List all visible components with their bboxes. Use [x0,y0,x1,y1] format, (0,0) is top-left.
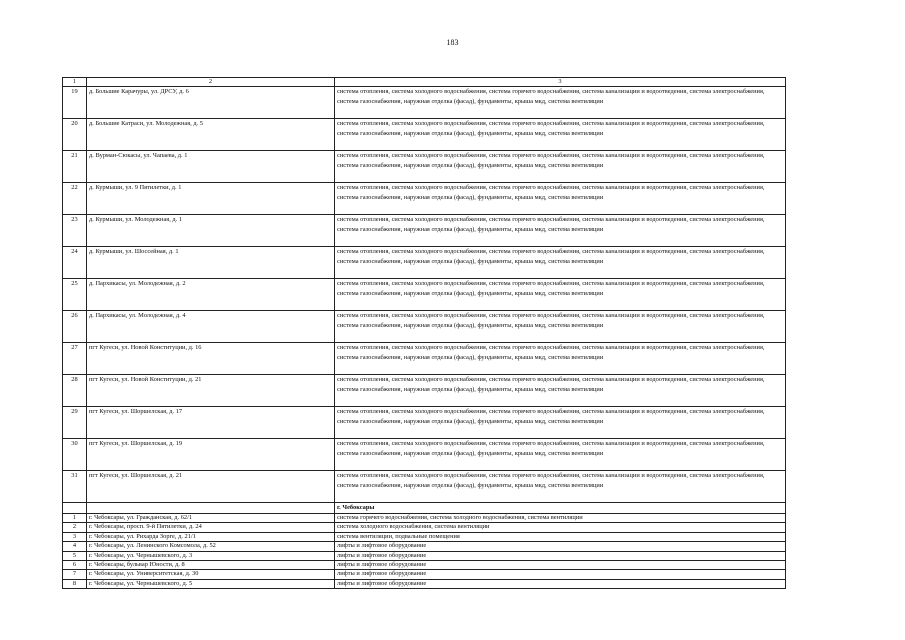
row-number: 8 [63,579,87,588]
row-number: 5 [63,551,87,560]
table-row [63,311,786,343]
row-address: г. Чебоксары, ул. Чернышевского, д. 5 [87,579,335,588]
row-number: 22 [63,183,87,215]
table-row [63,570,786,579]
row-number: 21 [63,151,87,183]
row-address: д. Пархикасы, ул. Молодежная, д. 2 [87,279,335,311]
row-address: г. Чебоксары, бульвар Юности, д. 8 [87,561,335,570]
row-works-description: система отопления, система холодного водоснабжения, система горячего водоснабжения, система канализации и водоотведения, система электроснабжения, система газоснабжения, наружная отделка (фасад), фундаменты, крыша мкд, система вентиляции [335,279,786,311]
table-row [63,471,786,503]
works-table-body [63,78,786,589]
row-number: 19 [63,87,87,119]
row-address: г. Чебоксары, ул. Гражданская, д. 62/1 [87,514,335,523]
row-works-description: лифты и лифтовое оборудование [335,542,786,551]
row-works-description: система отопления, система холодного водоснабжения, система горячего водоснабжения, система канализации и водоотведения, система электроснабжения, система газоснабжения, наружная отделка (фасад), фундаменты, крыша мкд, система вентиляции [335,471,786,503]
table-row [63,551,786,560]
row-number: 7 [63,570,87,579]
row-address: д. Курмыши, ул. Шоссейная, д. 1 [87,247,335,279]
row-number: 28 [63,375,87,407]
row-number: 2 [63,523,87,532]
row-works-description: лифты и лифтовое оборудование [335,551,786,560]
table-row [63,542,786,551]
table-row [63,343,786,375]
section-empty-cell [63,503,87,514]
table-row [63,279,786,311]
row-number: 1 [63,514,87,523]
row-address: г. Чебоксары, ул. Рихарда Зорге, д. 21/1 [87,532,335,541]
row-works-description: система отопления, система холодного водоснабжения, система горячего водоснабжения, система канализации и водоотведения, система электроснабжения, система газоснабжения, наружная отделка (фасад), фундаменты, крыша мкд, система вентиляции [335,183,786,215]
row-works-description: система вентиляции, подвальные помещения [335,532,786,541]
table-row [63,523,786,532]
table-row [63,579,786,588]
table-row [63,514,786,523]
row-works-description: система отопления, система холодного водоснабжения, система горячего водоснабжения, система канализации и водоотведения, система электроснабжения, система газоснабжения, наружная отделка (фасад), фундаменты, крыша мкд, система вентиляции [335,439,786,471]
table-row [63,215,786,247]
row-number: 23 [63,215,87,247]
row-number: 26 [63,311,87,343]
table-row [63,151,786,183]
row-number: 24 [63,247,87,279]
row-address: д. Большие Катраси, ул. Молодежная, д. 5 [87,119,335,151]
row-works-description: система отопления, система холодного водоснабжения, система горячего водоснабжения, система канализации и водоотведения, система электроснабжения, система газоснабжения, наружная отделка (фасад), фундаменты, крыша мкд, система вентиляции [335,311,786,343]
row-number: 30 [63,439,87,471]
row-address: г. Чебоксары, ул. Чернышевского, д. 3 [87,551,335,560]
row-works-description: система горячего водоснабжения, система холодного водоснабжения, система вентиляции [335,514,786,523]
column-number-header-row [63,78,786,87]
row-works-description: система отопления, система холодного водоснабжения, система горячего водоснабжения, система канализации и водоотведения, система электроснабжения, система газоснабжения, наружная отделка (фасад), фундаменты, крыша мкд, система вентиляции [335,215,786,247]
row-number: 29 [63,407,87,439]
table-row [63,532,786,541]
row-address: пгт Кугеси, ул. Шоршелская, д. 21 [87,471,335,503]
row-number: 6 [63,561,87,570]
section-empty-cell [87,503,335,514]
row-number: 27 [63,343,87,375]
row-address: г. Чебоксары, ул. Университетская, д. 30 [87,570,335,579]
section-row [63,503,786,514]
row-works-description: система отопления, система холодного водоснабжения, система горячего водоснабжения, система канализации и водоотведения, система электроснабжения, система газоснабжения, наружная отделка (фасад), фундаменты, крыша мкд, система вентиляции [335,375,786,407]
table-row [63,183,786,215]
table-row [63,407,786,439]
table-row [63,247,786,279]
row-number: 25 [63,279,87,311]
row-works-description: система холодного водоснабжения, система вентиляции [335,523,786,532]
table-row [63,439,786,471]
section-title: г. Чебоксары [335,503,786,514]
row-address: д. Вурман-Сюкасы, ул. Чапаева, д. 1 [87,151,335,183]
row-works-description: система отопления, система холодного водоснабжения, система горячего водоснабжения, система канализации и водоотведения, система электроснабжения, система газоснабжения, наружная отделка (фасад), фундаменты, крыша мкд, система вентиляции [335,343,786,375]
column-number-1: 1 [63,78,87,87]
row-address: г. Чебоксары, просп. 9-й Пятилетки, д. 24 [87,523,335,532]
row-number: 20 [63,119,87,151]
row-address: д. Пархикасы, ул. Молодежная, д. 4 [87,311,335,343]
row-works-description: система отопления, система холодного водоснабжения, система горячего водоснабжения, система канализации и водоотведения, система электроснабжения, система газоснабжения, наружная отделка (фасад), фундаменты, крыша мкд, система вентиляции [335,87,786,119]
table-row [63,119,786,151]
row-address: д. Большие Карачуры, ул. ДРСУ, д. 6 [87,87,335,119]
row-address: г. Чебоксары, ул. Ленинского Комсомола, д. 52 [87,542,335,551]
row-works-description: лифты и лифтовое оборудование [335,561,786,570]
works-table [62,77,786,589]
row-number: 31 [63,471,87,503]
row-address: пгт Кугеси, ул. Шоршелская, д. 17 [87,407,335,439]
row-works-description: лифты и лифтовое оборудование [335,570,786,579]
column-number-3: 3 [335,78,786,87]
page-number: 183 [446,38,459,47]
row-works-description: система отопления, система холодного водоснабжения, система горячего водоснабжения, система канализации и водоотведения, система электроснабжения, система газоснабжения, наружная отделка (фасад), фундаменты, крыша мкд, система вентиляции [335,407,786,439]
table-row [63,87,786,119]
row-address: пгт Кугеси, ул. Новой Конституции, д. 21 [87,375,335,407]
row-works-description: система отопления, система холодного водоснабжения, система горячего водоснабжения, система канализации и водоотведения, система электроснабжения, система газоснабжения, наружная отделка (фасад), фундаменты, крыша мкд, система вентиляции [335,151,786,183]
row-address: д. Курмыши, ул. 9 Пятилетки, д. 1 [87,183,335,215]
table-row [63,375,786,407]
column-number-2: 2 [87,78,335,87]
row-works-description: лифты и лифтовое оборудование [335,579,786,588]
table-row [63,561,786,570]
row-works-description: система отопления, система холодного водоснабжения, система горячего водоснабжения, система канализации и водоотведения, система электроснабжения, система газоснабжения, наружная отделка (фасад), фундаменты, крыша мкд, система вентиляции [335,247,786,279]
row-number: 4 [63,542,87,551]
row-address: д. Курмыши, ул. Молодежная, д. 1 [87,215,335,247]
row-works-description: система отопления, система холодного водоснабжения, система горячего водоснабжения, система канализации и водоотведения, система электроснабжения, система газоснабжения, наружная отделка (фасад), фундаменты, крыша мкд, система вентиляции [335,119,786,151]
row-number: 3 [63,532,87,541]
row-address: пгт Кугеси, ул. Шоршелская, д. 19 [87,439,335,471]
row-address: пгт Кугеси, ул. Новой Конституции, д. 16 [87,343,335,375]
